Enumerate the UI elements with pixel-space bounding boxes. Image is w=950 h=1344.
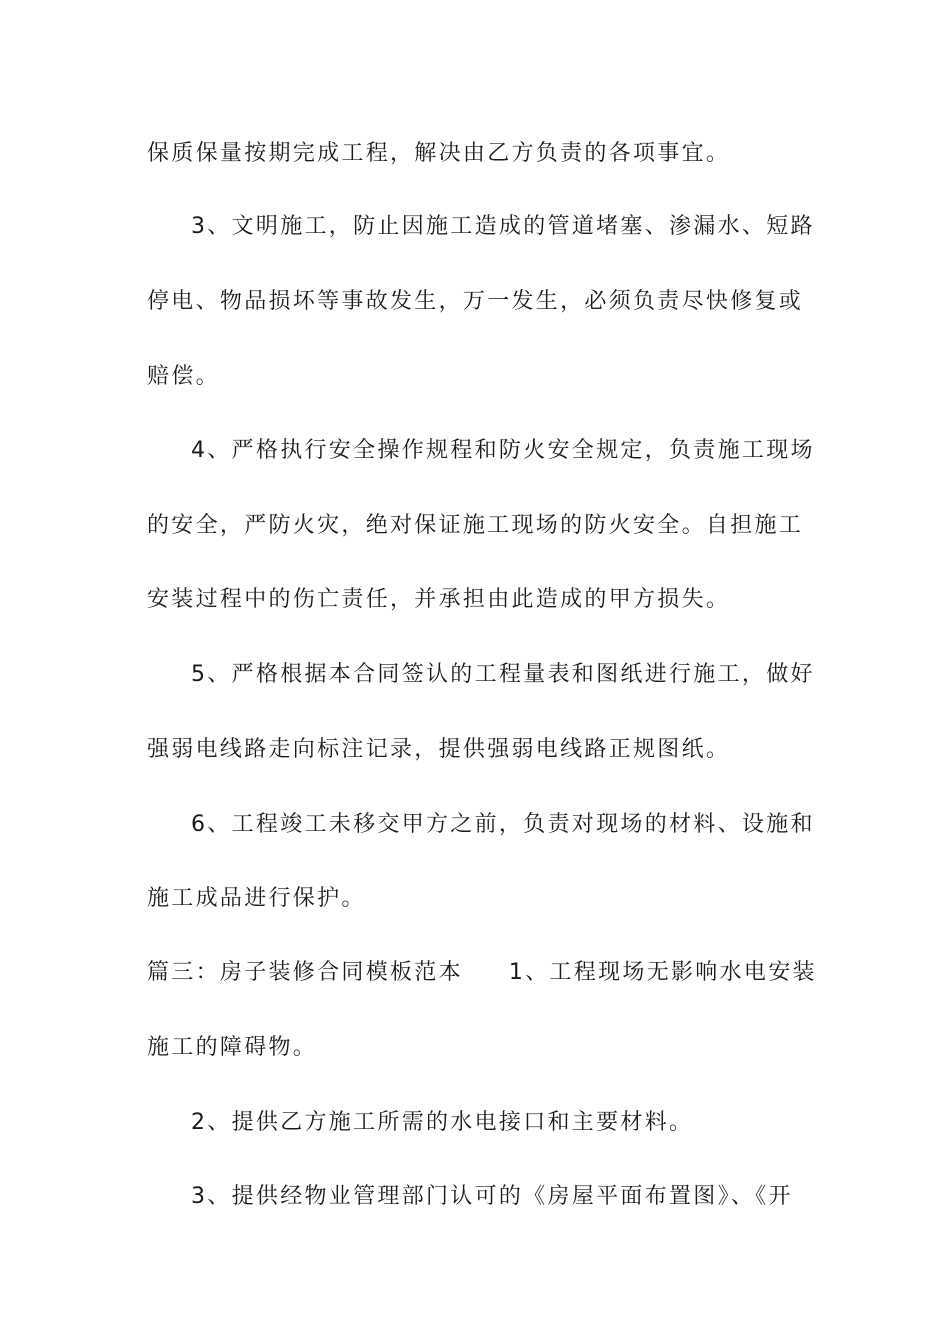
paragraph-line: 的安全，严防火灾，绝对保证施工现场的防火安全。自担施工 bbox=[147, 513, 804, 538]
paragraph-line: 2、提供乙方施工所需的水电接口和主要材料。 bbox=[191, 1110, 694, 1135]
paragraph-line: 6、工程竣工未移交甲方之前，负责对现场的材料、设施和 bbox=[191, 812, 815, 837]
paragraph-line: 强弱电线路走向标注记录，提供强弱电线路正规图纸。 bbox=[147, 737, 731, 762]
paragraph-line: 保质保量按期完成工程，解决由乙方负责的各项事宜。 bbox=[147, 141, 731, 166]
paragraph-line: 5、严格根据本合同签认的工程量表和图纸进行施工，做好 bbox=[191, 662, 815, 687]
paragraph-line: 施工的障碍物。 bbox=[147, 1035, 318, 1060]
paragraph-line: 安装过程中的伤亡责任，并承担由此造成的甲方损失。 bbox=[147, 587, 731, 612]
paragraph-line: 停电、物品损坏等事故发生，万一发生，必须负责尽快修复或 bbox=[147, 289, 804, 314]
paragraph-line: 3、提供经物业管理部门认可的《房屋平面布置图》、《开 bbox=[191, 1184, 793, 1209]
section-line bbox=[147, 958, 817, 988]
section-first-item: 1、工程现场无影响水电安装 bbox=[508, 960, 817, 985]
paragraph-line: 施工成品进行保护。 bbox=[147, 886, 366, 911]
section-heading: 篇三：房子装修合同模板范本 bbox=[147, 960, 463, 985]
paragraph-line: 3、文明施工，防止因施工造成的管道堵塞、渗漏水、短路 bbox=[191, 214, 815, 239]
paragraph-line: 赔偿。 bbox=[147, 364, 220, 389]
paragraph-line: 4、严格执行安全操作规程和防火安全规定，负责施工现场 bbox=[191, 438, 815, 463]
